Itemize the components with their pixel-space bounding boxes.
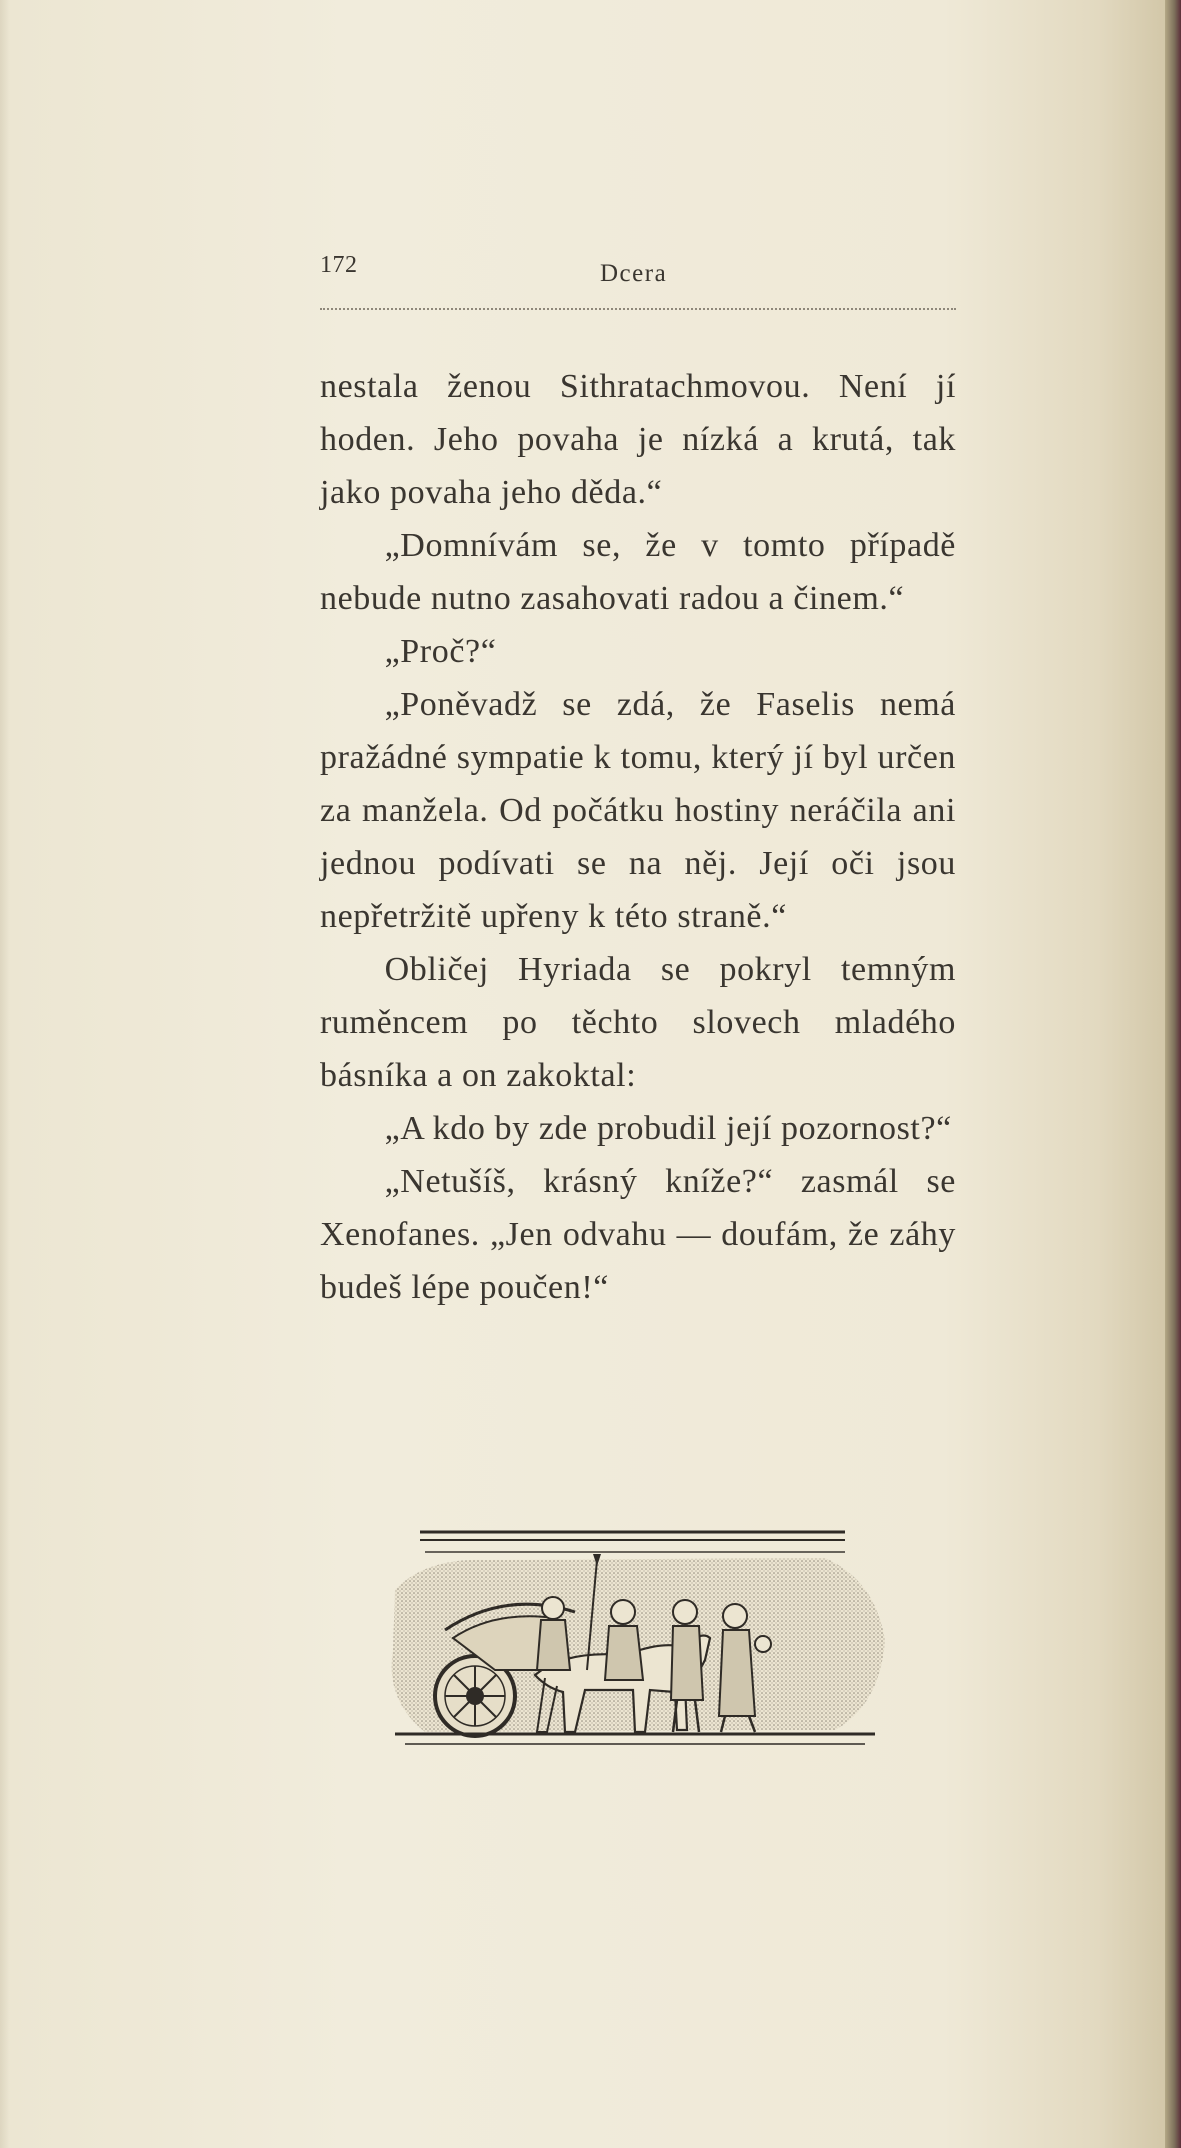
- page-gutter-shadow: [0, 0, 10, 2148]
- paragraph-2: „Domnívám se, že v tomto případě nebude nutno zasahovati radou a činem.“: [320, 527, 956, 617]
- paragraph-5: Obličej Hyriada se pokryl temným ruměncem po těchto slovech mladého básníka a on zakoktal:: [320, 951, 956, 1094]
- page-header: [320, 252, 956, 292]
- running-title: Dcera: [600, 260, 668, 287]
- book-edge: [1165, 0, 1181, 2148]
- body-text: [320, 360, 956, 1314]
- paragraph-7: „Netušíš, krásný kníže?“ zasmál se Xenofanes. „Jen odvahu — doufám, že záhy budeš lépe poučen!“: [320, 1163, 956, 1306]
- paragraph-6: „A kdo by zde probudil její pozornost?“: [384, 1110, 952, 1147]
- paragraph-1: nestala ženou Sithratachmovou. Není jí hoden. Jeho povaha je nízká a krutá, tak jako povaha jeho děda.“: [320, 368, 956, 511]
- header-divider: [320, 308, 956, 310]
- page-number: 172: [320, 252, 358, 278]
- paragraph-3: „Proč?“: [384, 633, 497, 670]
- chariot-relief-engraving-icon: [365, 1520, 895, 1770]
- paragraph-4: „Poněvadž se zdá, že Faselis nemá pražádné sympatie k tomu, který jí byl určen za manžela. Od počátku hostiny neráčila ani jednou podívati se na něj. Její oči jsou nepřetržitě upřeny k této straně.“: [320, 686, 956, 935]
